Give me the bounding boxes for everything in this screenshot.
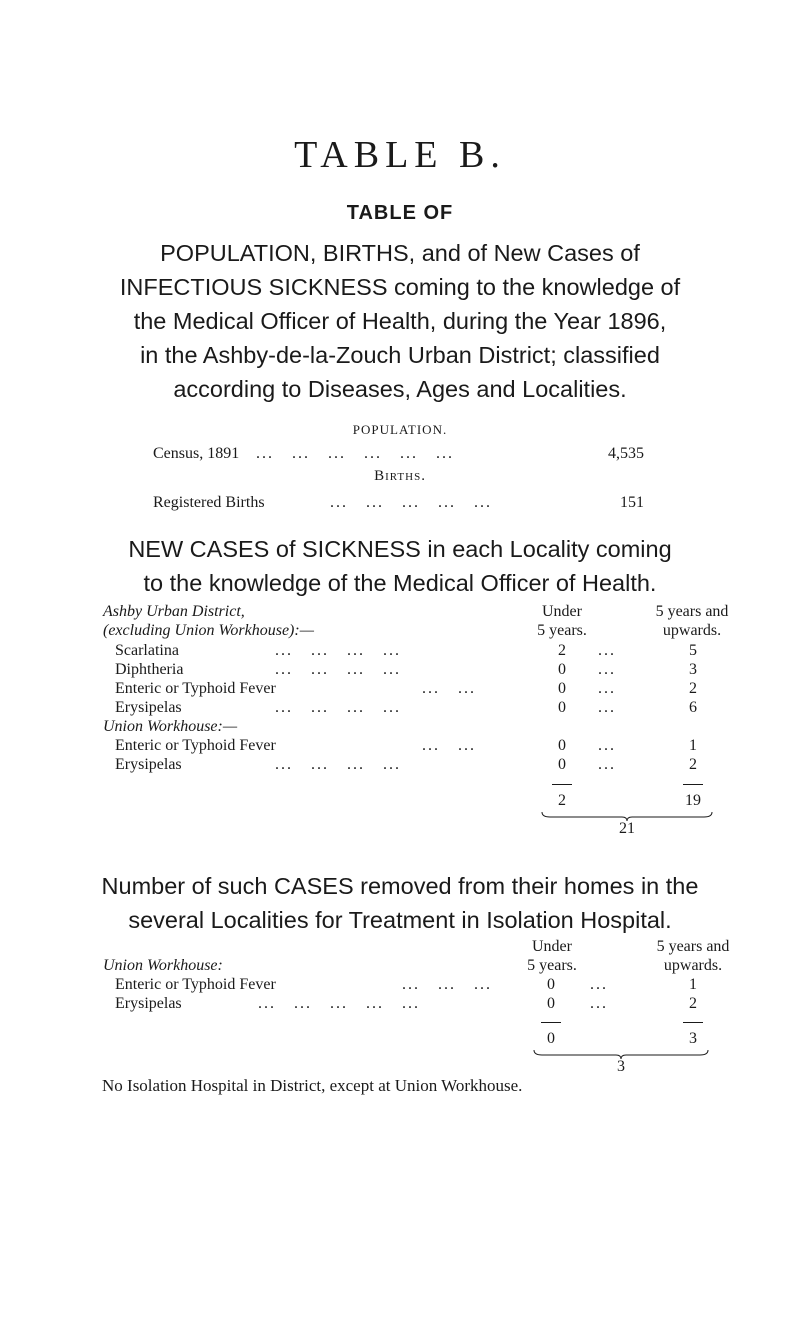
disease-name: Erysipelas	[115, 756, 182, 773]
removed-header	[0, 938, 800, 978]
disease-name: Erysipelas	[115, 995, 182, 1012]
leader-dots: ...	[598, 737, 616, 754]
intro-line: according to Diseases, Ages and Localities.	[173, 376, 627, 402]
heading-line: several Localities for Treatment in Isolation Hospital.	[128, 907, 672, 933]
leader-dots: ... ... ... ...	[275, 699, 401, 716]
leader-dots: ...	[598, 699, 616, 716]
births-heading: Births.	[374, 468, 426, 484]
disease-name: Enteric or Typhoid Fever	[115, 737, 276, 754]
col-under5-heading: Under	[542, 603, 582, 620]
col-under5-heading: 5 years.	[527, 957, 577, 974]
sum-rule	[552, 784, 572, 785]
over5-value: 1	[689, 737, 697, 754]
under5-value: 0	[558, 661, 566, 678]
leader-dots: ...	[598, 756, 616, 773]
sum-rule	[541, 1022, 561, 1023]
leader-dots: ... ... ... ... ... ...	[256, 445, 454, 462]
leader-dots: ...	[590, 976, 608, 993]
sum-rule	[683, 784, 703, 785]
sum-rule	[683, 1022, 703, 1023]
workhouse-heading: Union Workhouse:—	[103, 718, 238, 735]
removed-heading	[0, 869, 800, 937]
over5-value: 1	[689, 976, 697, 993]
workhouse-heading: Union Workhouse:	[103, 957, 223, 974]
col-under5-heading: 5 years.	[537, 622, 587, 639]
leader-dots: ...	[598, 642, 616, 659]
over5-value: 6	[689, 699, 697, 716]
new-cases-heading	[0, 532, 800, 600]
leader-dots: ... ... ... ... ...	[330, 494, 492, 511]
col-under5-heading: Under	[532, 938, 572, 955]
intro-line: the Medical Officer of Health, during the Year 1896,	[133, 308, 667, 334]
leader-dots: ... ... ... ... ...	[258, 995, 420, 1012]
disease-name: Erysipelas	[115, 699, 182, 716]
total-under5: 0	[547, 1030, 555, 1047]
leader-dots: ...	[598, 680, 616, 697]
leader-dots: ... ...	[422, 680, 476, 697]
leader-dots: ... ... ... ...	[275, 642, 401, 659]
over5-value: 2	[689, 680, 697, 697]
heading-line: Number of such CASES removed from their homes in the	[101, 873, 699, 899]
table-subtitle: TABLE OF	[346, 202, 454, 224]
disease-name: Enteric or Typhoid Fever	[115, 680, 276, 697]
under5-value: 0	[558, 737, 566, 754]
under5-value: 2	[558, 642, 566, 659]
col-over5-heading: upwards.	[663, 957, 723, 974]
col-over5-heading: upwards.	[662, 622, 722, 639]
leader-dots: ...	[598, 661, 616, 678]
over5-value: 5	[689, 642, 697, 659]
leader-dots: ...	[590, 995, 608, 1012]
leader-dots: ... ... ...	[402, 976, 492, 993]
leader-dots: ... ... ... ...	[275, 756, 401, 773]
footnote: No Isolation Hospital in District, except at Union Workhouse.	[102, 1076, 523, 1095]
leader-dots: ... ... ... ...	[275, 661, 401, 678]
intro-line: INFECTIOUS SICKNESS coming to the knowledge of	[119, 274, 681, 300]
intro-paragraph	[40, 236, 760, 406]
table-title: TABLE B.	[294, 134, 506, 176]
total-over5: 3	[689, 1030, 697, 1047]
census-label: Census, 1891	[153, 445, 240, 462]
under5-value: 0	[558, 680, 566, 697]
district-heading: Ashby Urban District,	[103, 603, 245, 620]
leader-dots: ... ...	[422, 737, 476, 754]
heading-line: to the knowledge of the Medical Officer of Health.	[143, 570, 657, 596]
births-label: Registered Births	[153, 494, 265, 511]
census-value: 4,535	[608, 445, 644, 462]
disease-name: Scarlatina	[115, 642, 179, 659]
births-value: 151	[620, 494, 644, 511]
intro-line: in the Ashby-de-la-Zouch Urban District; classified	[140, 342, 660, 368]
grand-total: 3	[617, 1058, 625, 1075]
over5-value: 3	[689, 661, 697, 678]
under5-value: 0	[547, 995, 555, 1012]
intro-line: POPULATION, BIRTHS, and of New Cases of	[160, 240, 640, 266]
over5-value: 2	[689, 995, 697, 1012]
col-over5-heading: 5 years and	[656, 938, 730, 955]
new-cases-header	[0, 603, 800, 643]
disease-name: Diphtheria	[115, 661, 184, 678]
under5-value: 0	[558, 756, 566, 773]
population-heading: POPULATION.	[352, 422, 448, 437]
disease-name: Enteric or Typhoid Fever	[115, 976, 276, 993]
total-under5: 2	[558, 792, 566, 809]
heading-line: NEW CASES of SICKNESS in each Locality coming	[128, 536, 672, 562]
grand-total: 21	[619, 820, 635, 837]
under5-value: 0	[547, 976, 555, 993]
over5-value: 2	[689, 756, 697, 773]
under5-value: 0	[558, 699, 566, 716]
total-over5: 19	[685, 792, 701, 809]
col-over5-heading: 5 years and	[655, 603, 729, 620]
district-subheading: (excluding Union Workhouse):—	[103, 622, 314, 639]
